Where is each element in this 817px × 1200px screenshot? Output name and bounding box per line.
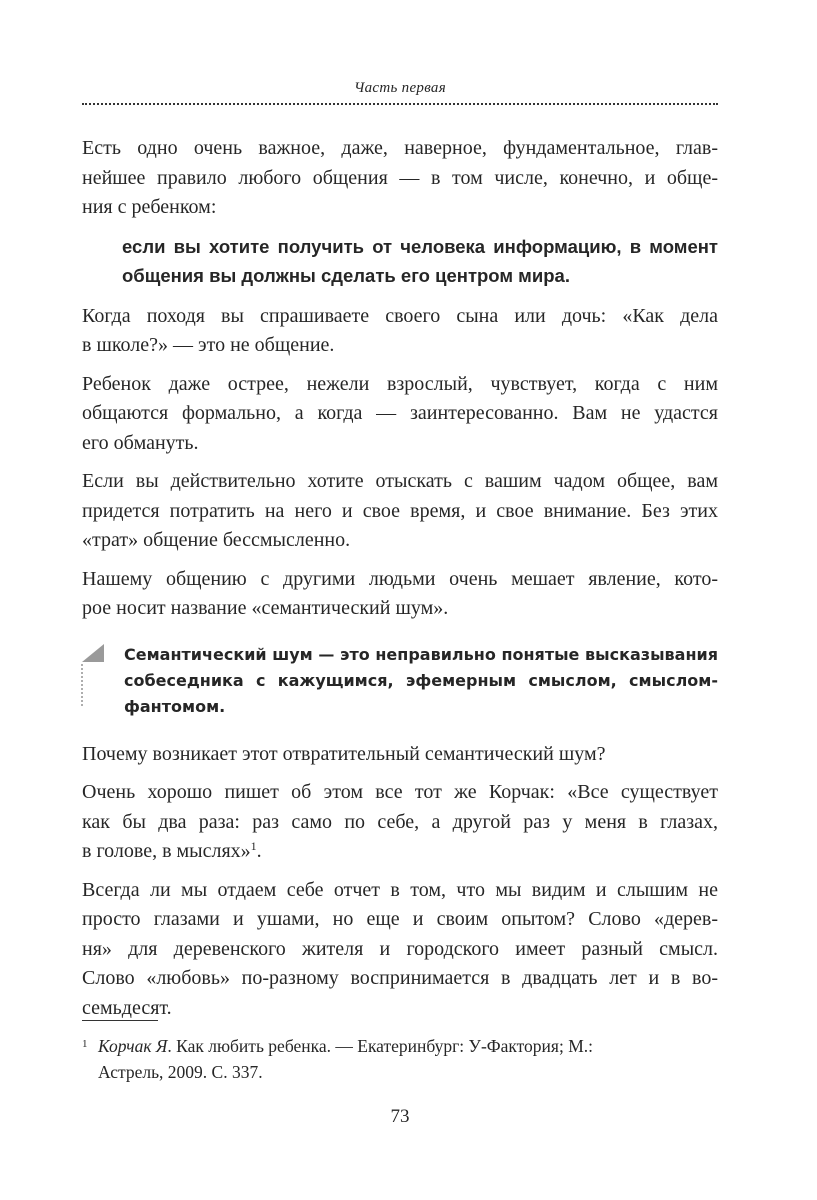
text-line: Когда походя вы спрашиваете своего сына или дочь: «Как дела <box>82 304 718 327</box>
text-line: семьдесят. <box>82 996 172 1019</box>
text-line: фантомом. <box>124 696 226 716</box>
text-line: Есть одно очень важное, даже, наверное, фундаментальное, глав- <box>82 137 718 159</box>
text-line: Если вы действительно хотите отыскать с вашим чадом общее, вам <box>82 470 718 492</box>
paragraph-8 <box>82 876 718 1024</box>
footnote-separator <box>82 1020 158 1021</box>
text-fragment: . <box>256 840 262 862</box>
footnote-line <box>82 1031 718 1059</box>
text-line: рое носит название «семантический шум». <box>82 597 449 619</box>
text-line: придется потратить на него и свое время, и свое внимание. Без этих <box>82 499 718 522</box>
text-line: ния с ребенком: <box>82 196 217 218</box>
main-text <box>82 134 718 1032</box>
text-line: Нашему общению с другими людьми очень мешает явление, кото- <box>82 567 718 590</box>
text-line: Слово «любовь» по-разному воспринимается в двадцать лет и в во- <box>82 967 718 989</box>
text-line: его обмануть. <box>82 431 199 454</box>
text-line: нейшее правило любого общения — в том числе, конечно, и обще- <box>82 166 718 189</box>
text-line: если вы хотите получить от человека информацию, в момент <box>122 235 718 257</box>
footnote-text: . Как любить ребенка. — Екатеринбург: У-Фактория; М.: <box>167 1036 593 1056</box>
text-line: общаются формально, а когда — заинтересованно. Вам не удастся <box>82 402 718 424</box>
text-line: в школе?» — это не общение. <box>82 334 335 356</box>
paragraph-2 <box>82 302 718 361</box>
text-line: просто глазами и ушами, но еще и своим опытом? Слово «дерев- <box>82 908 718 930</box>
text-line: Ребенок даже острее, нежели взрослый, чувствует, когда с ним <box>82 372 718 395</box>
text-line: как бы два раза: раз само по себе, а другой раз у меня в глазах, <box>82 810 718 833</box>
footnote-author: Корчак Я <box>98 1036 168 1056</box>
footnote-number: 1 <box>82 1038 88 1050</box>
text-line: «трат» общение бессмысленно. <box>82 529 351 551</box>
paragraph-5 <box>82 565 718 624</box>
text-line: собеседника с кажущимся, эфемерным смыслом, смыслом- <box>124 670 718 690</box>
text-line: Очень хорошо пишет об этом все тот же Корчак: «Все существует <box>82 781 718 803</box>
footnote-reference[interactable]: 1 <box>250 839 257 853</box>
paragraph-6 <box>82 740 718 770</box>
paragraph-4 <box>82 467 718 556</box>
header-dotted-rule <box>82 103 718 105</box>
text-line: Всегда ли мы отдаем себе отчет в том, что мы видим и слышим не <box>82 878 718 901</box>
page-number: 73 <box>390 1106 410 1127</box>
text-line: общения вы должны сделать его центром мира. <box>122 264 570 286</box>
paragraph-1 <box>82 134 718 223</box>
running-head-title: Часть первая <box>353 80 447 96</box>
text-line: ня» для деревенского жителя и городского имеет разный смысл. <box>82 937 718 960</box>
paragraph-3 <box>82 370 718 459</box>
text-fragment: в голове, в мыслях» <box>82 840 251 862</box>
definition-box <box>82 642 718 720</box>
text-line-with-footnote <box>82 837 718 867</box>
definition-corner-icon <box>80 642 110 710</box>
footnote <box>82 1031 718 1085</box>
text-line: Почему возникает этот отвратительный семантический шум? <box>82 742 606 765</box>
paragraph-7 <box>82 778 718 867</box>
text-line: Семантический шум — это неправильно понятые высказывания <box>124 644 718 664</box>
footnote-line: Астрель, 2009. С. 337. <box>98 1062 263 1082</box>
bold-rule-quote <box>122 232 718 290</box>
